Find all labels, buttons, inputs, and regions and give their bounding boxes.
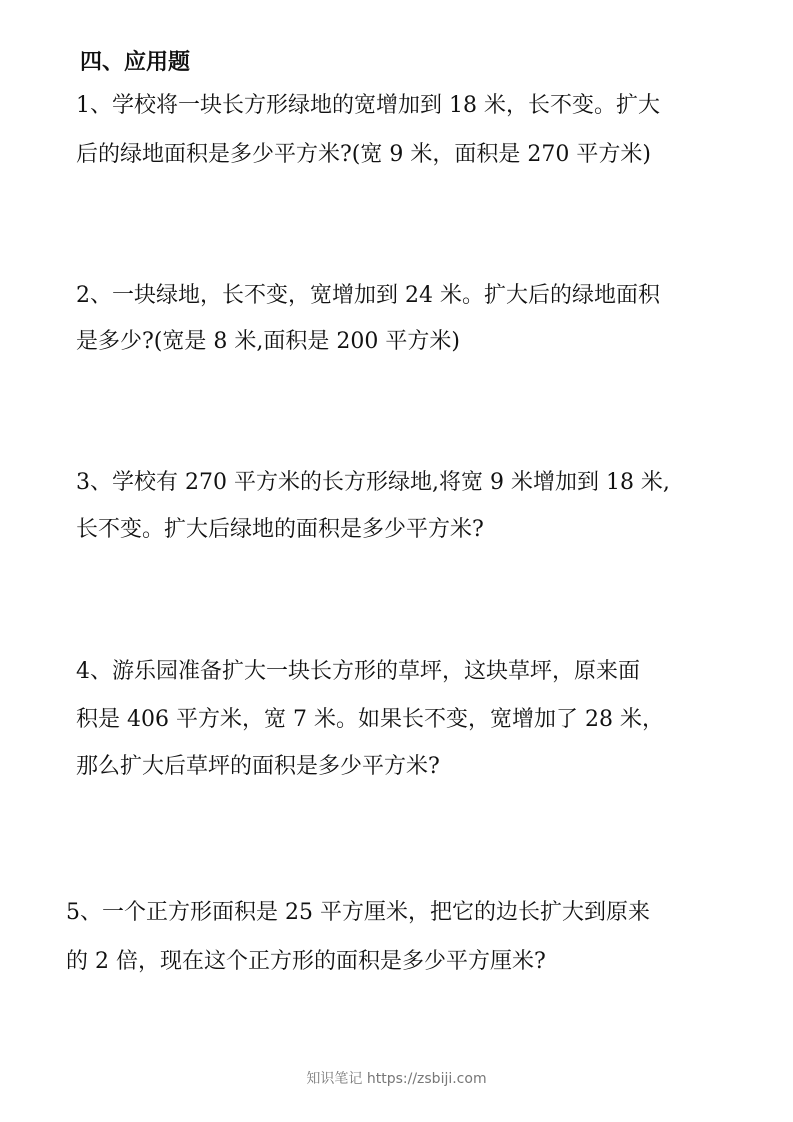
- problem-3-line-1: 3、学校有 270 平方米的长方形绿地,将宽 9 米增加到 18 米,: [76, 470, 670, 495]
- problem-2-line-2: 是多少?(宽是 8 米,面积是 200 平方米): [76, 329, 460, 354]
- problem-2-line-1: 2、一块绿地，长不变，宽增加到 24 米。扩大后的绿地面积: [76, 283, 660, 308]
- problem-4-line-3: 那么扩大后草坪的面积是多少平方米?: [76, 754, 440, 779]
- problem-4-line-1: 4、游乐园准备扩大一块长方形的草坪，这块草坪，原来面: [76, 659, 640, 684]
- problem-5-line-1: 5、一个正方形面积是 25 平方厘米，把它的边长扩大到原来: [66, 900, 650, 925]
- problem-1-line-1: 1、学校将一块长方形绿地的宽增加到 18 米，长不变。扩大: [76, 93, 660, 118]
- problem-4-line-2: 积是 406 平方米，宽 7 米。如果长不变，宽增加了 28 米，: [76, 707, 664, 732]
- section-title: 四、应用题: [80, 49, 191, 75]
- problem-1-line-2: 后的绿地面积是多少平方米?(宽 9 米，面积是 270 平方米): [76, 142, 651, 167]
- footer-watermark: 知识笔记 https://zsbiji.com: [306, 1071, 487, 1087]
- problem-5-line-2: 的 2 倍，现在这个正方形的面积是多少平方厘米?: [66, 949, 546, 974]
- problem-3-line-2: 长不变。扩大后绿地的面积是多少平方米?: [76, 517, 484, 542]
